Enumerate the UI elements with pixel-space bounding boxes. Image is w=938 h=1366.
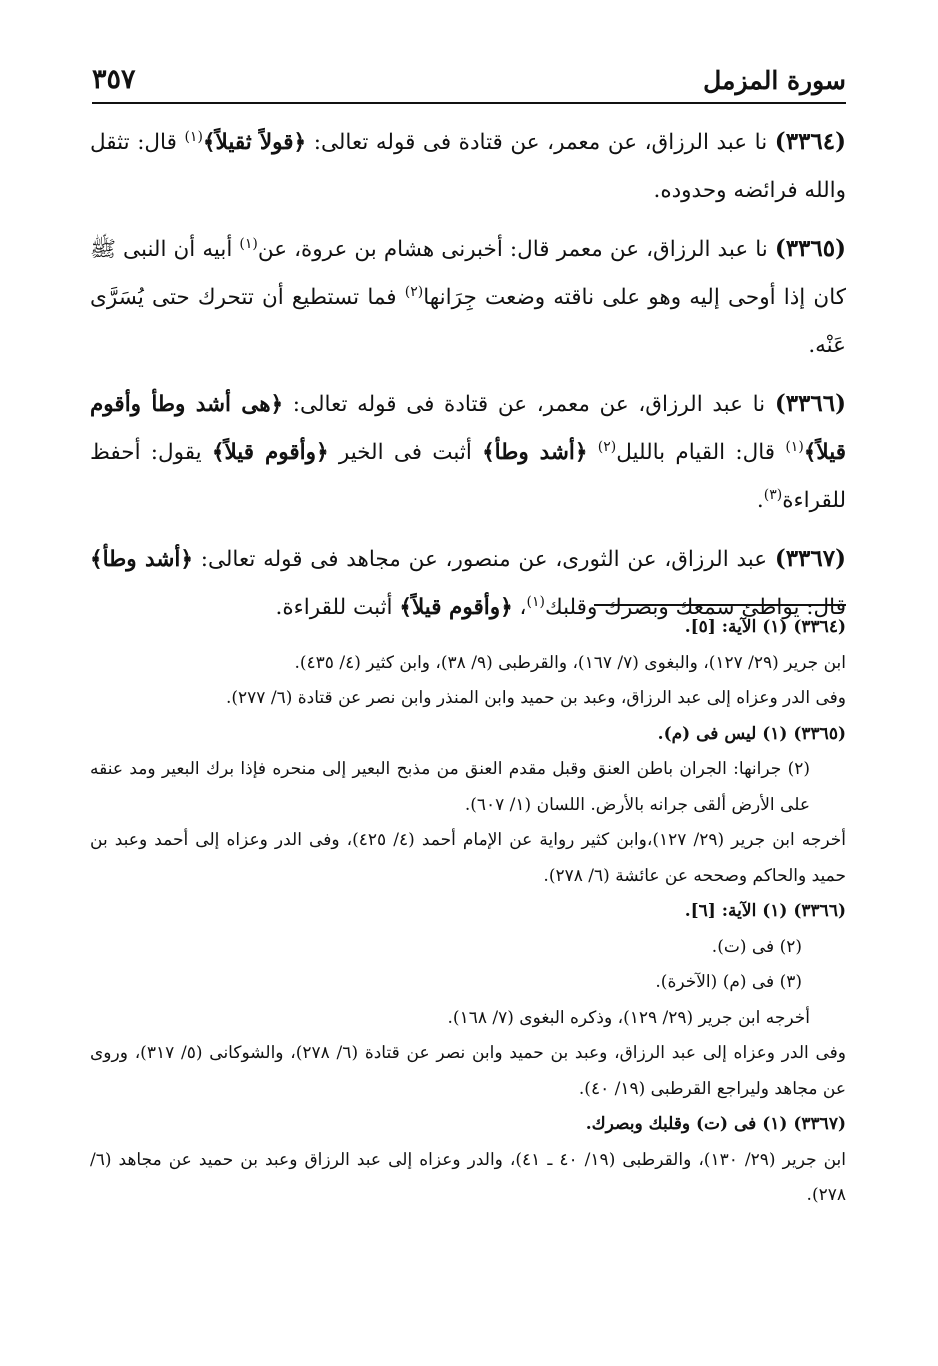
quran-quote: ﴿أشد وطأ﴾	[482, 440, 588, 465]
footnote-line: ابن جرير (٢٩/ ١٢٧)، والبغوى (٧/ ١٦٧)، والقرطبى (٩/ ٣٨)، وابن كثير (٤/ ٤٣٥).	[294, 652, 846, 673]
narration-3364	[90, 118, 846, 215]
quran-quote: ﴿وأقوم قيلاً﴾	[211, 440, 329, 465]
narration-text: أبيه أن النبى ﷺ كان إذا أوحى إليه وهو على ناقته وضعت جِرَانها	[90, 237, 846, 310]
footnote-line: أخرجه ابن جرير (٢٩/ ١٢٩)، وذكره البغوى (٧/ ١٦٨).	[447, 1007, 810, 1028]
narration-text: أثبت للقراءة.	[275, 595, 400, 620]
footnote-ref: (٢)	[597, 438, 617, 455]
narration-text: نا عبد الرزاق، عن معمر، عن قتادة فى قوله تعالى:	[306, 130, 775, 155]
footnote-head: (٣٣٦٧) (١) فى (ت) وقلبك وبصرك.	[585, 1114, 846, 1134]
narration-number: (٣٣٦٥)	[774, 235, 847, 262]
main-text	[90, 118, 846, 642]
page-number: ٣٥٧	[92, 64, 136, 95]
narration-number: (٣٣٦٧)	[774, 545, 847, 572]
narration-text: قال: يواطئ سمعك وبصرك وقلبك	[544, 595, 846, 620]
footnote-divider	[594, 604, 846, 606]
narration-text: فما تستطيع أن تتحرك حتى يُسَرَّى عَنْه.	[90, 285, 846, 358]
narration-text: عبد الرزاق، عن الثورى، عن منصور، عن مجاهد فى قوله تعالى:	[192, 547, 775, 572]
footnote-line: أخرجه ابن جرير (٢٩/ ١٢٧)،وابن كثير رواية عن الإمام أحمد (٤/ ٤٢٥)، وفى الدر وعزاه إلى أحمد وعبد بن حميد والحاكم وصححه عن عائشة (٦/ ٢٧٨).	[90, 830, 846, 886]
quran-quote: ﴿أشد وطأ﴾	[90, 547, 193, 572]
footnote-sub: (٢) فى (ت).	[711, 936, 802, 957]
quran-quote: ﴿هى أشد وطأ وأقوم قيلاً﴾	[90, 392, 846, 465]
quran-quote: ﴿قولاً ثقيلاً﴾	[202, 130, 307, 155]
narration-3366	[90, 380, 846, 525]
narration-number: (٣٣٦٤)	[774, 128, 846, 155]
header-rule	[92, 102, 846, 104]
footnote-sub: (٣) فى (م) (الآخرة).	[655, 972, 802, 992]
page-header	[92, 58, 846, 102]
narration-text: قال: تثقل والله فرائضه وحدوده.	[90, 130, 846, 203]
narration-text: يقول: أحفظ للقراءة	[90, 440, 846, 513]
narration-text: أثبت فى الخير	[328, 440, 483, 465]
narration-text	[587, 440, 597, 465]
narration-text: .	[756, 488, 764, 513]
narration-number: (٣٣٦٦)	[774, 390, 847, 417]
footnote-ref: (١)	[239, 235, 258, 252]
footnote-head: (٣٣٦٥) (١) ليس فى (م).	[657, 723, 846, 744]
footnote-ref: (٢)	[404, 283, 424, 300]
surah-title: سورة المزمل	[703, 66, 846, 95]
footnote-line: وفى الدر وعزاه إلى عبد الرزاق، وعبد بن حميد وابن المنذر وابن نصر عن قتادة (٦/ ٢٧٧).	[225, 688, 846, 708]
footnote-ref: (١)	[184, 128, 203, 145]
footnote-group-3365	[90, 717, 846, 895]
footnote-head: (٣٣٦٦) (١) الآية: [٦].	[684, 901, 846, 921]
footnote-ref: (١)	[785, 438, 804, 455]
narration-text: ،	[512, 595, 527, 620]
narration-3365	[90, 225, 846, 370]
footnote-head: (٣٣٦٤) (١) الآية: [٥].	[684, 617, 846, 637]
footnote-ref: (٣)	[763, 486, 783, 503]
narration-text: نا عبد الرزاق، عن معمر قال: أخبرنى هشام بن عروة، عن	[257, 237, 775, 262]
narration-text: نا عبد الرزاق، عن معمر، عن قتادة فى قوله تعالى:	[283, 392, 775, 417]
quran-quote: ﴿وأقوم قيلاً﴾	[399, 595, 513, 620]
footnotes	[90, 610, 846, 1214]
footnote-sub: (٢) جرانها: الجران باطن العنق وقبل مقدم العنق من مذبح البعير إلى منحره فإذا برك البعير ومد عنقه على الأرض ألقى جرانه بالأرض. اللسان (١/ ٦٠٧).	[90, 759, 810, 815]
footnote-line: وفى الدر وعزاه إلى عبد الرزاق، وعبد بن حميد وابن نصر عن قتادة (٦/ ٢٧٨)، والشوكانى (٥/ ٣١٧)، وروى عن مجاهد وليراجع القرطبى (١٩/ ٤٠).	[90, 1043, 846, 1099]
footnote-group-3364	[90, 610, 846, 717]
footnote-group-3366	[90, 894, 846, 1107]
narration-text: قال: القيام بالليل	[616, 440, 786, 465]
footnote-group-3367	[90, 1107, 846, 1214]
footnote-line: ابن جرير (٢٩/ ١٣٠)، والقرطبى (١٩/ ٤٠ ـ ٤١)، والدر وعزاه إلى عبد الرزاق وعبد بن حميد عن مجاهد (٦/ ٢٧٨).	[90, 1149, 847, 1205]
footnote-ref: (١)	[526, 593, 545, 610]
